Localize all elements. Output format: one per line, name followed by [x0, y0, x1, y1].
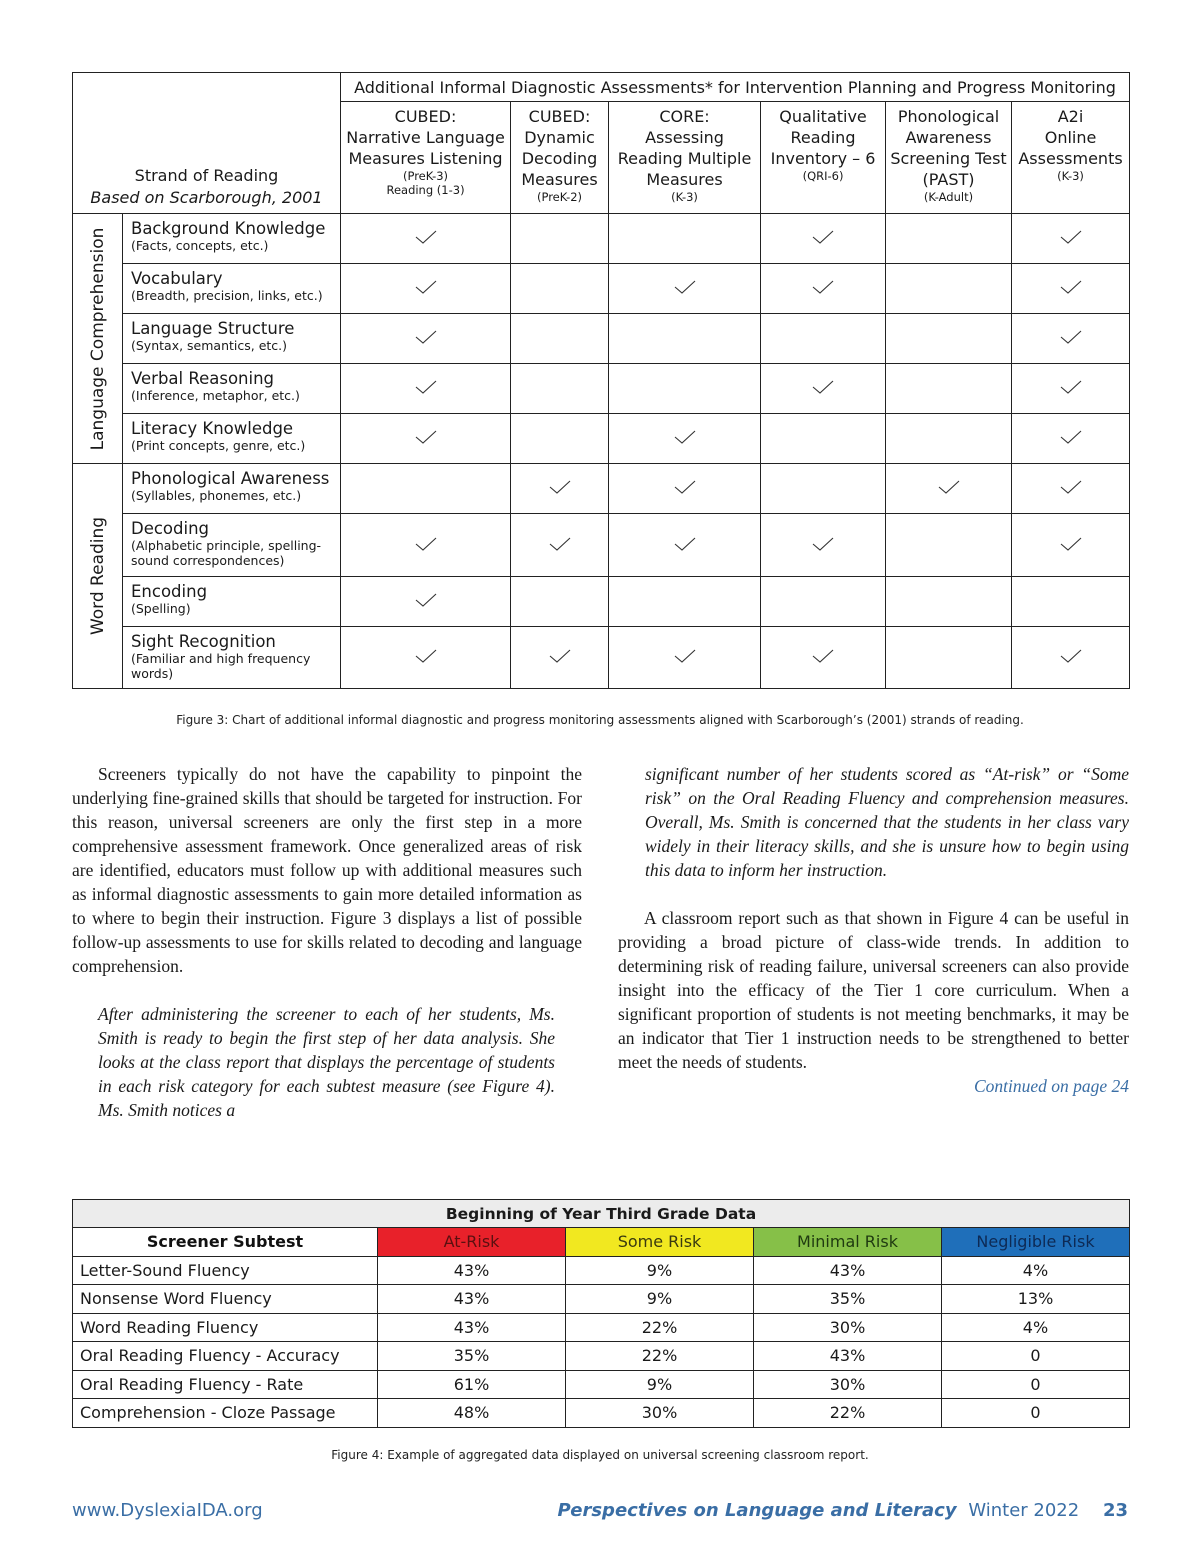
percentage-cell: 35%	[754, 1285, 942, 1314]
checked-cell	[761, 364, 886, 414]
checked-cell	[1012, 214, 1130, 264]
column-header-line: CUBED:	[528, 107, 591, 126]
empty-cell	[511, 264, 609, 314]
check-icon	[1060, 430, 1082, 444]
skill-row	[73, 464, 1130, 514]
column-header-note: (QRI-6)	[802, 169, 844, 183]
check-icon	[812, 280, 834, 294]
table-row	[73, 1256, 1130, 1285]
skill-cell	[123, 514, 341, 577]
percentage-cell: 9%	[566, 1370, 754, 1399]
percentage-cell: 0	[942, 1370, 1130, 1399]
check-icon	[938, 480, 960, 494]
skill-name: Language Structure	[131, 319, 295, 338]
skill-name: Phonological Awareness	[131, 469, 330, 488]
percentage-cell: 43%	[378, 1313, 566, 1342]
figure4-data-table	[72, 1199, 1130, 1428]
check-icon	[549, 537, 571, 551]
checked-cell	[341, 414, 511, 464]
checked-cell	[1012, 364, 1130, 414]
right-paragraph-1: significant number of her students scored as “At-risk” or “Some risk” on the Oral Reading Fluency and comprehension measures. Overall, Ms. Smith is concerned that the students in her class vary widely in their literacy skills, and she is unsure how to begin using this data to inform her instruction.	[645, 764, 1129, 880]
column-header-note: (K-Adult)	[923, 190, 974, 204]
column-header-line: Assessing	[645, 128, 724, 147]
table-title-row	[73, 1200, 1130, 1228]
check-icon	[674, 430, 696, 444]
checked-cell	[341, 314, 511, 364]
checked-cell	[1012, 514, 1130, 577]
empty-cell	[511, 314, 609, 364]
checked-cell	[511, 514, 609, 577]
skill-row	[73, 264, 1130, 314]
check-icon	[812, 380, 834, 394]
percentage-cell: 48%	[378, 1399, 566, 1428]
skill-row	[73, 627, 1130, 689]
left-paragraph-2: After administering the screener to each of her students, Ms. Smith is ready to begin the first step of her data analysis. She looks at the class report that displays the percentage of students in each risk category for each subtest measure (see Figure 4). Ms. Smith notices a	[98, 1004, 555, 1120]
skill-cell	[123, 414, 341, 464]
strand-header	[73, 73, 341, 214]
column-header: Screener Subtest	[73, 1228, 378, 1257]
column-header-line: Narrative Language	[346, 128, 505, 147]
percentage-cell: 30%	[754, 1370, 942, 1399]
skill-description: (Spelling)	[131, 601, 191, 616]
empty-cell	[609, 577, 761, 627]
percentage-cell: 30%	[754, 1313, 942, 1342]
column-header-note: (K-3)	[1057, 169, 1084, 183]
percentage-cell: 35%	[378, 1342, 566, 1371]
table-row	[73, 1399, 1130, 1428]
check-icon	[415, 537, 437, 551]
assessment-column-header	[341, 102, 511, 214]
column-header-line: Assessments	[1018, 149, 1123, 168]
empty-cell	[886, 314, 1012, 364]
column-header-note: (PreK-2)	[536, 190, 583, 204]
percentage-cell: 43%	[378, 1256, 566, 1285]
checked-cell	[1012, 314, 1130, 364]
check-icon	[812, 649, 834, 663]
column-header-line: Measures	[521, 170, 598, 189]
empty-cell	[886, 264, 1012, 314]
checked-cell	[341, 364, 511, 414]
column-header-line: Dynamic	[524, 128, 595, 147]
strand-header-source: Based on Scarborough, 2001	[90, 188, 323, 207]
skill-description: (Facts, concepts, etc.)	[131, 238, 269, 253]
check-icon	[674, 537, 696, 551]
empty-cell	[609, 314, 761, 364]
check-icon	[415, 280, 437, 294]
column-header-note: Reading (1-3)	[386, 183, 465, 197]
skill-name: Decoding	[131, 519, 210, 538]
subtest-name: Word Reading Fluency	[73, 1313, 378, 1342]
column-header-line: Reading	[790, 128, 856, 147]
skill-name: Background Knowledge	[131, 219, 326, 238]
empty-cell	[609, 364, 761, 414]
checked-cell	[511, 627, 609, 689]
skill-description: (Familiar and high frequency words)	[131, 651, 311, 681]
skill-cell	[123, 364, 341, 414]
column-header: Minimal Risk	[754, 1228, 942, 1257]
left-paragraph-1: Screeners typically do not have the capability to pinpoint the underlying fine-grained skills that should be targeted for instruction. For this reason, universal screeners are only the first step in a more comprehensive assessment framework. Once generalized areas of risk are identified, educators must follow up with additional measures such as informal diagnostic assessments to gain more detailed information as to where to begin their instruction. Figure 3 displays a list of possible follow-up assessments to use for skills related to decoding and language comprehension.	[72, 764, 582, 976]
percentage-cell: 22%	[566, 1313, 754, 1342]
column-header-line: A2i	[1057, 107, 1084, 126]
checked-cell	[609, 514, 761, 577]
column-header: At-Risk	[378, 1228, 566, 1257]
empty-cell	[886, 364, 1012, 414]
check-icon	[1060, 330, 1082, 344]
subtest-name: Comprehension - Cloze Passage	[73, 1399, 378, 1428]
empty-cell	[886, 214, 1012, 264]
column-header-line: Inventory – 6	[770, 149, 876, 168]
checked-cell	[761, 627, 886, 689]
column-header-note: (PreK-3)	[402, 169, 449, 183]
checked-cell	[341, 627, 511, 689]
column-header-line: Decoding	[521, 149, 598, 168]
skill-row	[73, 364, 1130, 414]
skill-row	[73, 314, 1130, 364]
check-icon	[415, 649, 437, 663]
empty-cell	[511, 577, 609, 627]
check-icon	[1060, 280, 1082, 294]
figure3-caption: Figure 3: Chart of additional informal diagnostic and progress monitoring assessments aligned with Scarborough’s (2001) strands of reading.	[176, 713, 1024, 727]
subtest-name: Oral Reading Fluency - Accuracy	[73, 1342, 378, 1371]
percentage-cell: 4%	[942, 1313, 1130, 1342]
checked-cell	[511, 464, 609, 514]
skill-cell	[123, 464, 341, 514]
skill-name: Literacy Knowledge	[131, 419, 294, 438]
empty-cell	[886, 414, 1012, 464]
checked-cell	[609, 627, 761, 689]
check-icon	[415, 430, 437, 444]
percentage-cell: 22%	[566, 1342, 754, 1371]
empty-cell	[511, 214, 609, 264]
percentage-cell: 0	[942, 1399, 1130, 1428]
checked-cell	[1012, 627, 1130, 689]
column-header-line: Awareness	[905, 128, 992, 147]
left-column	[72, 762, 582, 1122]
column-header-line: Reading Multiple	[617, 149, 752, 168]
check-icon	[674, 280, 696, 294]
percentage-cell: 9%	[566, 1256, 754, 1285]
checked-cell	[609, 264, 761, 314]
footer-publication	[558, 1500, 1128, 1521]
footer-page-number: 23	[1102, 1500, 1128, 1521]
footer-issue: Winter 2022	[968, 1500, 1080, 1521]
empty-cell	[886, 627, 1012, 689]
checked-cell	[341, 214, 511, 264]
right-column	[618, 762, 1129, 1098]
assessment-column-header	[609, 102, 761, 214]
column-header-line: Measures Listening	[348, 149, 503, 168]
empty-cell	[761, 577, 886, 627]
empty-cell	[1012, 577, 1130, 627]
empty-cell	[609, 214, 761, 264]
empty-cell	[511, 414, 609, 464]
footer-journal: Perspectives on Language and Literacy	[557, 1500, 957, 1521]
subtest-name: Letter-Sound Fluency	[73, 1256, 378, 1285]
percentage-cell: 43%	[754, 1342, 942, 1371]
percentage-cell: 30%	[566, 1399, 754, 1428]
column-header-line: CUBED:	[394, 107, 457, 126]
header-row-top	[73, 73, 1130, 102]
table-row	[73, 1285, 1130, 1314]
check-icon	[812, 537, 834, 551]
empty-cell	[886, 514, 1012, 577]
check-icon	[415, 230, 437, 244]
empty-cell	[761, 314, 886, 364]
assessments-super-header: Additional Informal Diagnostic Assessments* for Intervention Planning and Progress Monitoring	[341, 73, 1130, 102]
empty-cell	[886, 577, 1012, 627]
skill-description: (Alphabetic principle, spelling-sound correspondences)	[131, 538, 322, 568]
percentage-cell: 22%	[754, 1399, 942, 1428]
skill-name: Vocabulary	[131, 269, 223, 288]
column-header-line: Qualitative	[779, 107, 867, 126]
column-header-line: Screening Test	[890, 149, 1007, 168]
skill-cell	[123, 264, 341, 314]
check-icon	[1060, 480, 1082, 494]
strand-group	[73, 214, 123, 464]
check-icon	[1060, 230, 1082, 244]
percentage-cell: 4%	[942, 1256, 1130, 1285]
empty-cell	[761, 414, 886, 464]
strand-group-label: Word Reading	[87, 516, 108, 636]
skill-description: (Syntax, semantics, etc.)	[131, 338, 288, 353]
skill-description: (Print concepts, genre, etc.)	[131, 438, 306, 453]
table-title: Beginning of Year Third Grade Data	[73, 1200, 1130, 1228]
percentage-cell: 61%	[378, 1370, 566, 1399]
strand-group-label: Language Comprehension	[87, 227, 108, 450]
skill-description: (Syllables, phonemes, etc.)	[131, 488, 302, 503]
column-header-line: Phonological	[897, 107, 1000, 126]
check-icon	[549, 649, 571, 663]
skill-name: Encoding	[131, 582, 208, 601]
figure3-assessment-table	[72, 72, 1130, 689]
skill-cell	[123, 214, 341, 264]
skill-row	[73, 514, 1130, 577]
column-header: Negligible Risk	[942, 1228, 1130, 1257]
percentage-cell: 0	[942, 1342, 1130, 1371]
skill-row	[73, 214, 1130, 264]
percentage-cell: 9%	[566, 1285, 754, 1314]
assessment-column-header	[1012, 102, 1130, 214]
table-row	[73, 1342, 1130, 1371]
column-header: Some Risk	[566, 1228, 754, 1257]
skill-name: Verbal Reasoning	[131, 369, 275, 388]
strand-group	[73, 464, 123, 689]
checked-cell	[761, 264, 886, 314]
percentage-cell: 43%	[754, 1256, 942, 1285]
skill-description: (Breadth, precision, links, etc.)	[131, 288, 323, 303]
check-icon	[415, 593, 437, 607]
empty-cell	[511, 364, 609, 414]
check-icon	[1060, 537, 1082, 551]
checked-cell	[341, 514, 511, 577]
check-icon	[674, 649, 696, 663]
checked-cell	[886, 464, 1012, 514]
right-paragraph-2: A classroom report such as that shown in Figure 4 can be useful in providing a broad picture of class-wide trends. In addition to determining risk of reading failure, universal screeners can also provide insight into the efficacy of the Tier 1 core curriculum. When a significant proportion of students is not meeting benchmarks, it may be an indicator that Tier 1 instruction needs to be strengthened to better meet the needs of students.	[618, 908, 1129, 1072]
checked-cell	[341, 264, 511, 314]
skill-cell	[123, 314, 341, 364]
footer-website[interactable]: www.DyslexiaIDA.org	[72, 1500, 263, 1521]
check-icon	[549, 480, 571, 494]
table-header-row	[73, 1228, 1130, 1257]
skill-row	[73, 577, 1130, 627]
checked-cell	[609, 414, 761, 464]
skill-description: (Inference, metaphor, etc.)	[131, 388, 300, 403]
percentage-cell: 13%	[942, 1285, 1130, 1314]
table-row	[73, 1370, 1130, 1399]
assessment-column-header	[511, 102, 609, 214]
column-header-note: (K-3)	[671, 190, 698, 204]
table-row	[73, 1313, 1130, 1342]
checked-cell	[1012, 464, 1130, 514]
skill-cell	[123, 577, 341, 627]
checked-cell	[1012, 264, 1130, 314]
checked-cell	[761, 214, 886, 264]
assessment-column-header	[761, 102, 886, 214]
column-header-line: Online	[1044, 128, 1097, 147]
column-header-line: Measures	[646, 170, 723, 189]
skill-cell	[123, 627, 341, 689]
subtest-name: Nonsense Word Fluency	[73, 1285, 378, 1314]
figure4-caption: Figure 4: Example of aggregated data displayed on universal screening classroom report.	[331, 1448, 869, 1462]
empty-cell	[341, 464, 511, 514]
strand-header-title: Strand of Reading	[134, 166, 279, 185]
check-icon	[674, 480, 696, 494]
column-header-line: CORE:	[659, 107, 710, 126]
empty-cell	[761, 464, 886, 514]
column-header-line: (PAST)	[922, 170, 975, 189]
skill-row	[73, 414, 1130, 464]
assessment-column-header	[886, 102, 1012, 214]
check-icon	[415, 330, 437, 344]
checked-cell	[341, 577, 511, 627]
percentage-cell: 43%	[378, 1285, 566, 1314]
check-icon	[1060, 380, 1082, 394]
subtest-name: Oral Reading Fluency - Rate	[73, 1370, 378, 1399]
checked-cell	[1012, 414, 1130, 464]
check-icon	[415, 380, 437, 394]
checked-cell	[761, 514, 886, 577]
check-icon	[1060, 649, 1082, 663]
check-icon	[812, 230, 834, 244]
continued-link[interactable]: Continued on page 24	[973, 1076, 1129, 1096]
checked-cell	[609, 464, 761, 514]
skill-name: Sight Recognition	[131, 632, 276, 651]
